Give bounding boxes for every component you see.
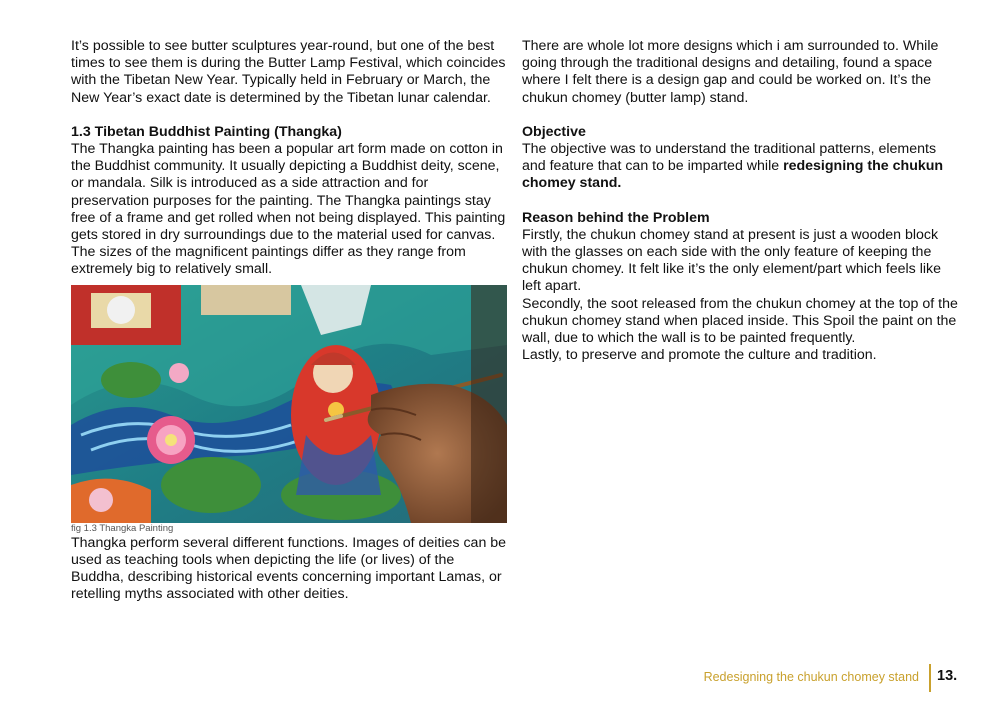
page-number: 13. [937, 668, 958, 684]
right-column [522, 38, 962, 364]
footer-divider [929, 664, 931, 692]
footer-title: Redesigning the chukun chomey stand [703, 670, 919, 684]
objective-bold-text: redesigning the chukun chomey stand. [522, 158, 944, 192]
objective-paragraph [522, 141, 962, 193]
section-body: The Thangka painting has been a popular art form made on cotton in the Buddhist community. It usually depicting a Buddhist deity, scene, or mandala. Silk is introduced as a side attraction and for preservation purposes for the painting. The Thangka paintings stay free of a frame and get rolled when not being displayed. This painting gets stored in dry surroundings due to the material used for canvas. The sizes of the magnificent paintings differ as they range from extremely big to relatively small. [71, 141, 506, 278]
left-column [71, 38, 509, 603]
section-heading: 1.3 Tibetan Buddhist Painting (Thangka) [71, 123, 342, 140]
reason-paragraph-1: Firstly, the chukun chomey stand at present is just a wooden block with the glasses on each side with the only feature of keeping the chukun chomey. It felt like it’s the only element/part which feels like left apart. [522, 226, 941, 295]
objective-text: The objective was to understand the traditional patterns, elements and feature that can to be imparted while [522, 141, 937, 175]
intro-paragraph: It’s possible to see butter sculptures year-round, but one of the best times to see them is during the Butter Lamp Festival, which coincides with the Tibetan New Year. Typically held in February or March, the New Year’s exact date is determined by the Tibetan lunar calendar. [71, 38, 506, 106]
objective-heading: Objective [522, 123, 586, 140]
reason-heading: Reason behind the Problem [522, 209, 710, 226]
figure-caption: fig 1.3 Thangka Painting [71, 522, 174, 534]
reason-paragraph-3: Lastly, to preserve and promote the culture and tradition. [522, 347, 877, 364]
reason-paragraph-2: Secondly, the soot released from the chukun chomey at the top of the chukun chomey stand when placed inside. This Spoil the paint on the wall, due to which the wall is to be painted frequently. [522, 295, 958, 347]
right-intro-paragraph: There are whole lot more designs which i am surrounded to. While going through the traditional designs and detailing, found a space where I felt there is a design gap and could be worked on. It’s the chukun chomey (butter lamp) stand. [522, 38, 939, 106]
thangka-painting-image [71, 285, 507, 523]
after-figure-paragraph: Thangka perform several different functions. Images of deities can be used as teaching tools when depicting the life (or lives) of the Buddha, describing historical events concerning important Lamas, or retelling myths associated with other deities. [71, 534, 507, 603]
